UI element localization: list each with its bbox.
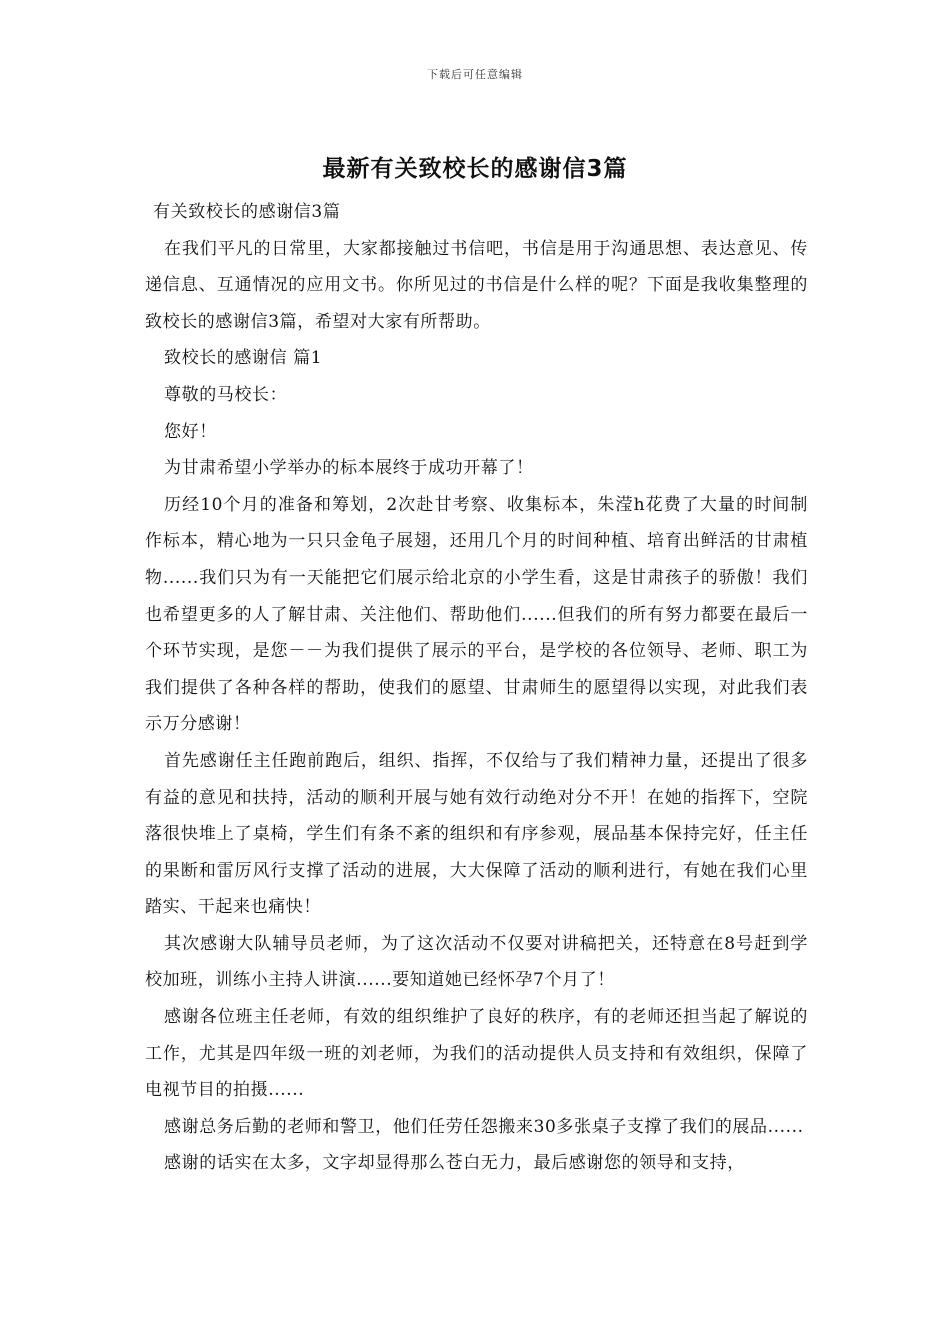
page-header: 下载后可任意编辑 xyxy=(427,68,523,81)
greeting: 您好！ xyxy=(164,421,217,442)
document-subtitle: 有关致校长的感谢信3篇 xyxy=(153,202,341,222)
letter-heading: 致校长的感谢信 篇1 xyxy=(164,348,323,369)
paragraph-background: 历经10个月的准备和筹划，2次赴甘考察、收集标本，朱滢h花费了大量的时间制作标本，精心地为一只只金龟子展翅，还用几个月的时间种植、培育出鲜活的甘肃植物......我们只为有一天能把它们展示给北京的小学生看，这是甘肃孩子的骄傲！我们也希望更多的人了解甘肃、关注他们、帮助他们......但我们的所有努力都要在最后一个环节实现，是您－－为我们提供了展示的平台，是学校的各位领导、老师、职工为我们提供了各种各样的帮助，使我们的愿望、甘肃师生的愿望得以实现，对此我们表示万分感谢！ xyxy=(145,494,808,735)
paragraph-opening: 为甘肃希望小学举办的标本展终于成功开幕了！ xyxy=(164,458,534,479)
paragraph-closing: 感谢的话实在太多，文字却显得那么苍白无力，最后感谢您的领导和支持， xyxy=(164,1153,745,1174)
salutation: 尊敬的马校长： xyxy=(164,384,288,405)
paragraph-thanks-teachers: 感谢各位班主任老师，有效的组织维护了良好的秩序，有的老师还担当起了解说的工作，尤其是四年级一班的刘老师，为我们的活动提供人员支持和有效组织，保障了电视节目的拍摄...... xyxy=(145,1007,808,1101)
paragraph-thanks-counselor: 其次感谢大队辅导员老师，为了这次活动不仅要对讲稿把关，还特意在8号赶到学校加班，训练小主持人讲演......要知道她已经怀孕7个月了！ xyxy=(145,933,808,991)
paragraph-thanks-director: 首先感谢任主任跑前跑后，组织、指挥，不仅给与了我们精神力量，还提出了很多有益的意见和扶持，活动的顺利开展与她有效行动绝对分不开！在她的指挥下，空院落很快堆上了桌椅，学生们有条不紊的组织和有序参观，展品基本保持完好，任主任的果断和雷厉风行支撑了活动的进展，大大保障了活动的顺利进行，有她在我们心里踏实、干起来也痛快！ xyxy=(145,750,808,918)
paragraph-thanks-logistics: 感谢总务后勤的老师和警卫，他们任劳任怨搬来30多张桌子支撑了我们的展品...... xyxy=(164,1116,804,1137)
document-title: 最新有关致校长的感谢信3篇 xyxy=(322,156,628,182)
paragraph-intro: 在我们平凡的日常里，大家都接触过书信吧，书信是用于沟通思想、表达意见、传递信息、互通情况的应用文书。你所见过的书信是什么样的呢？下面是我收集整理的致校长的感谢信3篇，希望对大家有所帮助。 xyxy=(145,238,808,332)
document-body xyxy=(145,194,808,1182)
